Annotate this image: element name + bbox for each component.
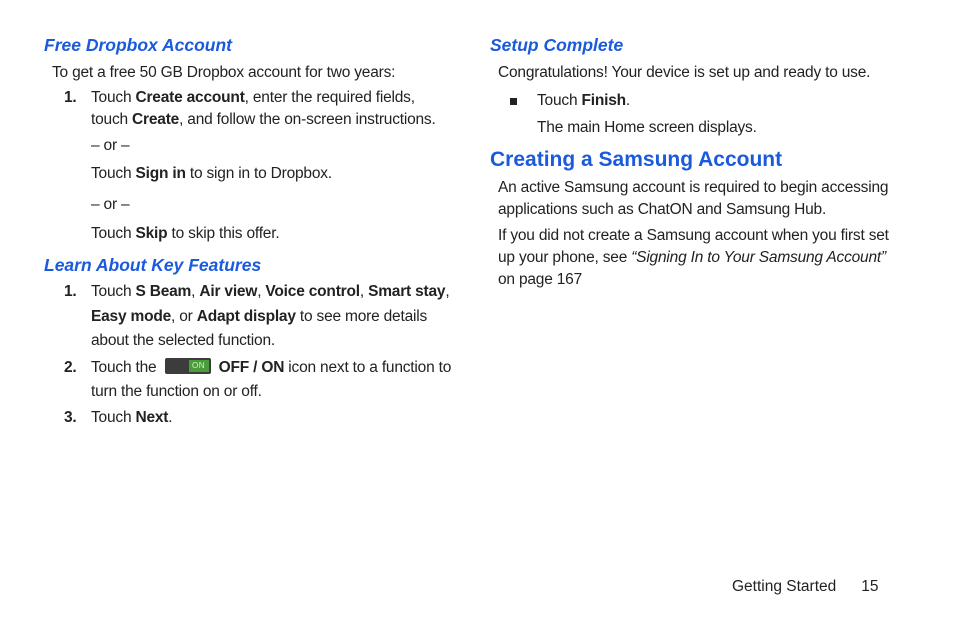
features-heading: Learn About Key Features [44,255,262,275]
bullet-square-icon [510,98,517,105]
dropbox-step-1: 1. Touch Create account, enter the required fields, touch Create, and follow the on-screen instructions. [64,89,436,128]
footer-section: Getting Started [732,578,837,595]
setup-bullet: Touch Finish. [490,90,910,112]
or-separator: – or – [91,196,130,213]
cross-reference-link[interactable]: “Signing In to Your Samsung Account” [631,249,886,266]
dropbox-heading: Free Dropbox Account [44,35,232,55]
dropbox-intro: To get a free 50 GB Dropbox account for two years: [52,64,396,81]
features-step-3: 3. Touch Next. [64,408,173,426]
features-step-1: 1. Touch S Beam, Air view, Voice control, Smart stay, Easy mode, or Adapt display to see more details about the selected function. [64,283,450,349]
setup-heading: Setup Complete [490,35,624,55]
or-separator: – or – [91,137,130,154]
samsung-heading: Creating a Samsung Account [490,148,783,171]
setup-intro: Congratulations! Your device is set up and ready to use. [498,64,871,81]
page-number: 15 [861,578,879,595]
setup-result: The main Home screen displays. [537,119,757,136]
toggle-on-label: ON [189,360,209,372]
features-step-2: 2. Touch the ON OFF / ON icon next to a function to turn the function on or off. [64,358,452,400]
skip-instruction: Touch Skip to skip this offer. [91,225,280,242]
sign-in-instruction: Touch Sign in to sign in to Dropbox. [91,165,332,182]
left-column [44,34,454,429]
on-off-toggle-icon [165,358,211,374]
right-column [490,34,910,291]
samsung-paragraph-2: If you did not create a Samsung account when you first set up your phone, see “Signing In to Your Samsung Account” on page 167 [498,227,889,288]
page-footer [732,578,879,596]
samsung-paragraph-1: An active Samsung account is required to begin accessing applications such as ChatON and Samsung Hub. [498,179,889,218]
